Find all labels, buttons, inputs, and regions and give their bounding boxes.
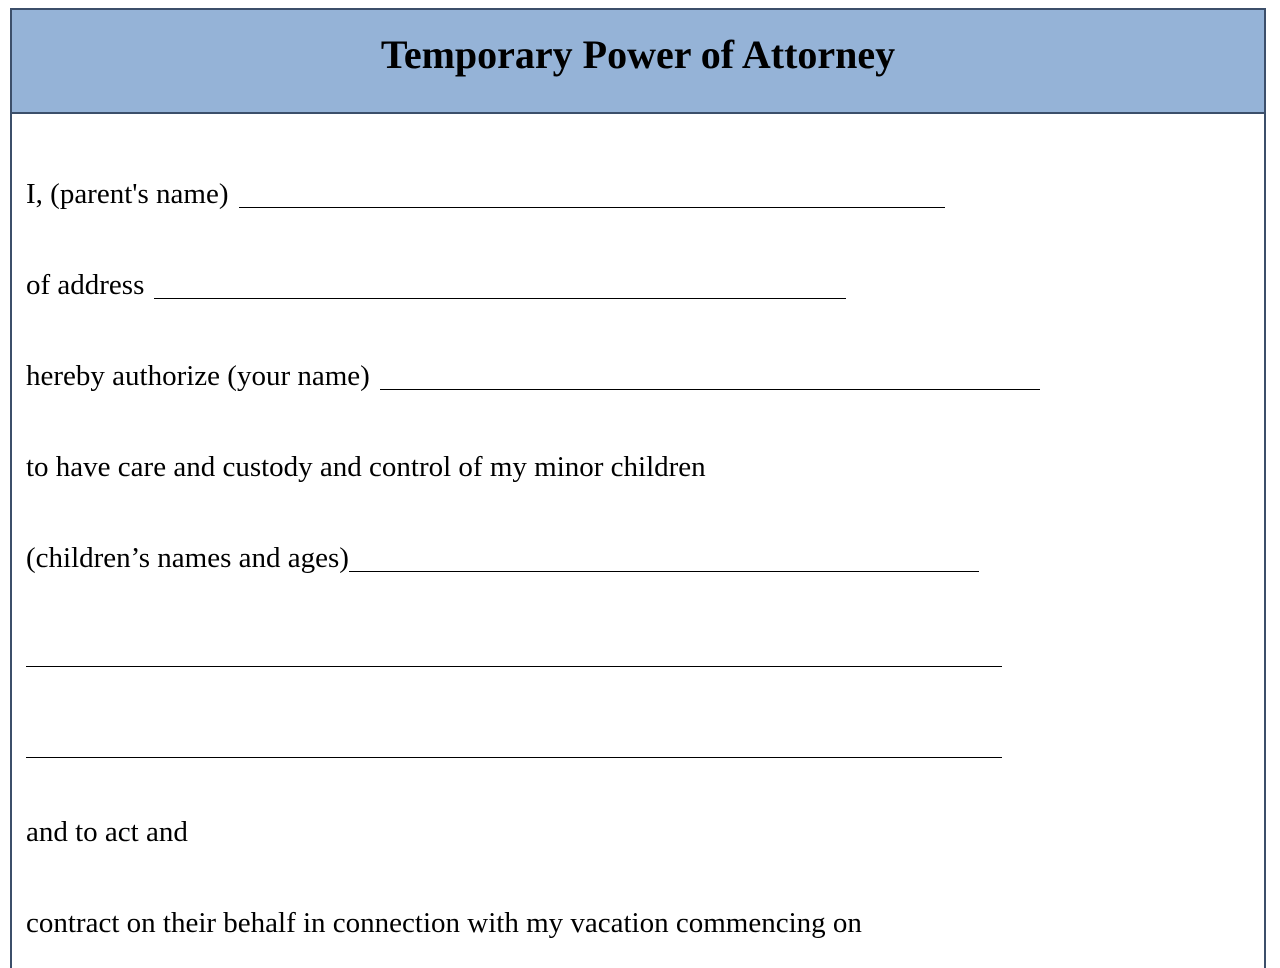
page-title: Temporary Power of Attorney [380,31,896,77]
children-blank[interactable] [349,549,979,572]
children-extra-row-1 [26,644,1002,670]
document-page [10,8,1266,968]
parent-name-row [26,178,945,211]
title-banner [12,10,1264,114]
children-extra-blank-2[interactable] [26,735,1002,758]
children-label: (children’s names and ages) [26,542,349,574]
parent-name-label: I, (parent's name) [26,178,229,210]
address-label: of address [26,269,145,301]
children-extra-blank-1[interactable] [26,644,1002,667]
children-extra-row-2 [26,735,1002,761]
authorize-label: hereby authorize (your name) [26,360,370,392]
address-row [26,269,846,302]
authorize-row [26,360,1040,393]
contract-row [26,907,862,940]
act-row [26,816,188,849]
act-text: and to act and [26,816,188,848]
custody-text: to have care and custody and control of my minor children [26,451,706,483]
custody-row [26,451,706,484]
contract-text: contract on their behalf in connection with my vacation commencing on [26,907,862,939]
children-row [26,542,979,575]
address-blank[interactable] [154,276,846,299]
your-name-blank[interactable] [380,367,1040,390]
parent-name-blank[interactable] [239,185,945,208]
